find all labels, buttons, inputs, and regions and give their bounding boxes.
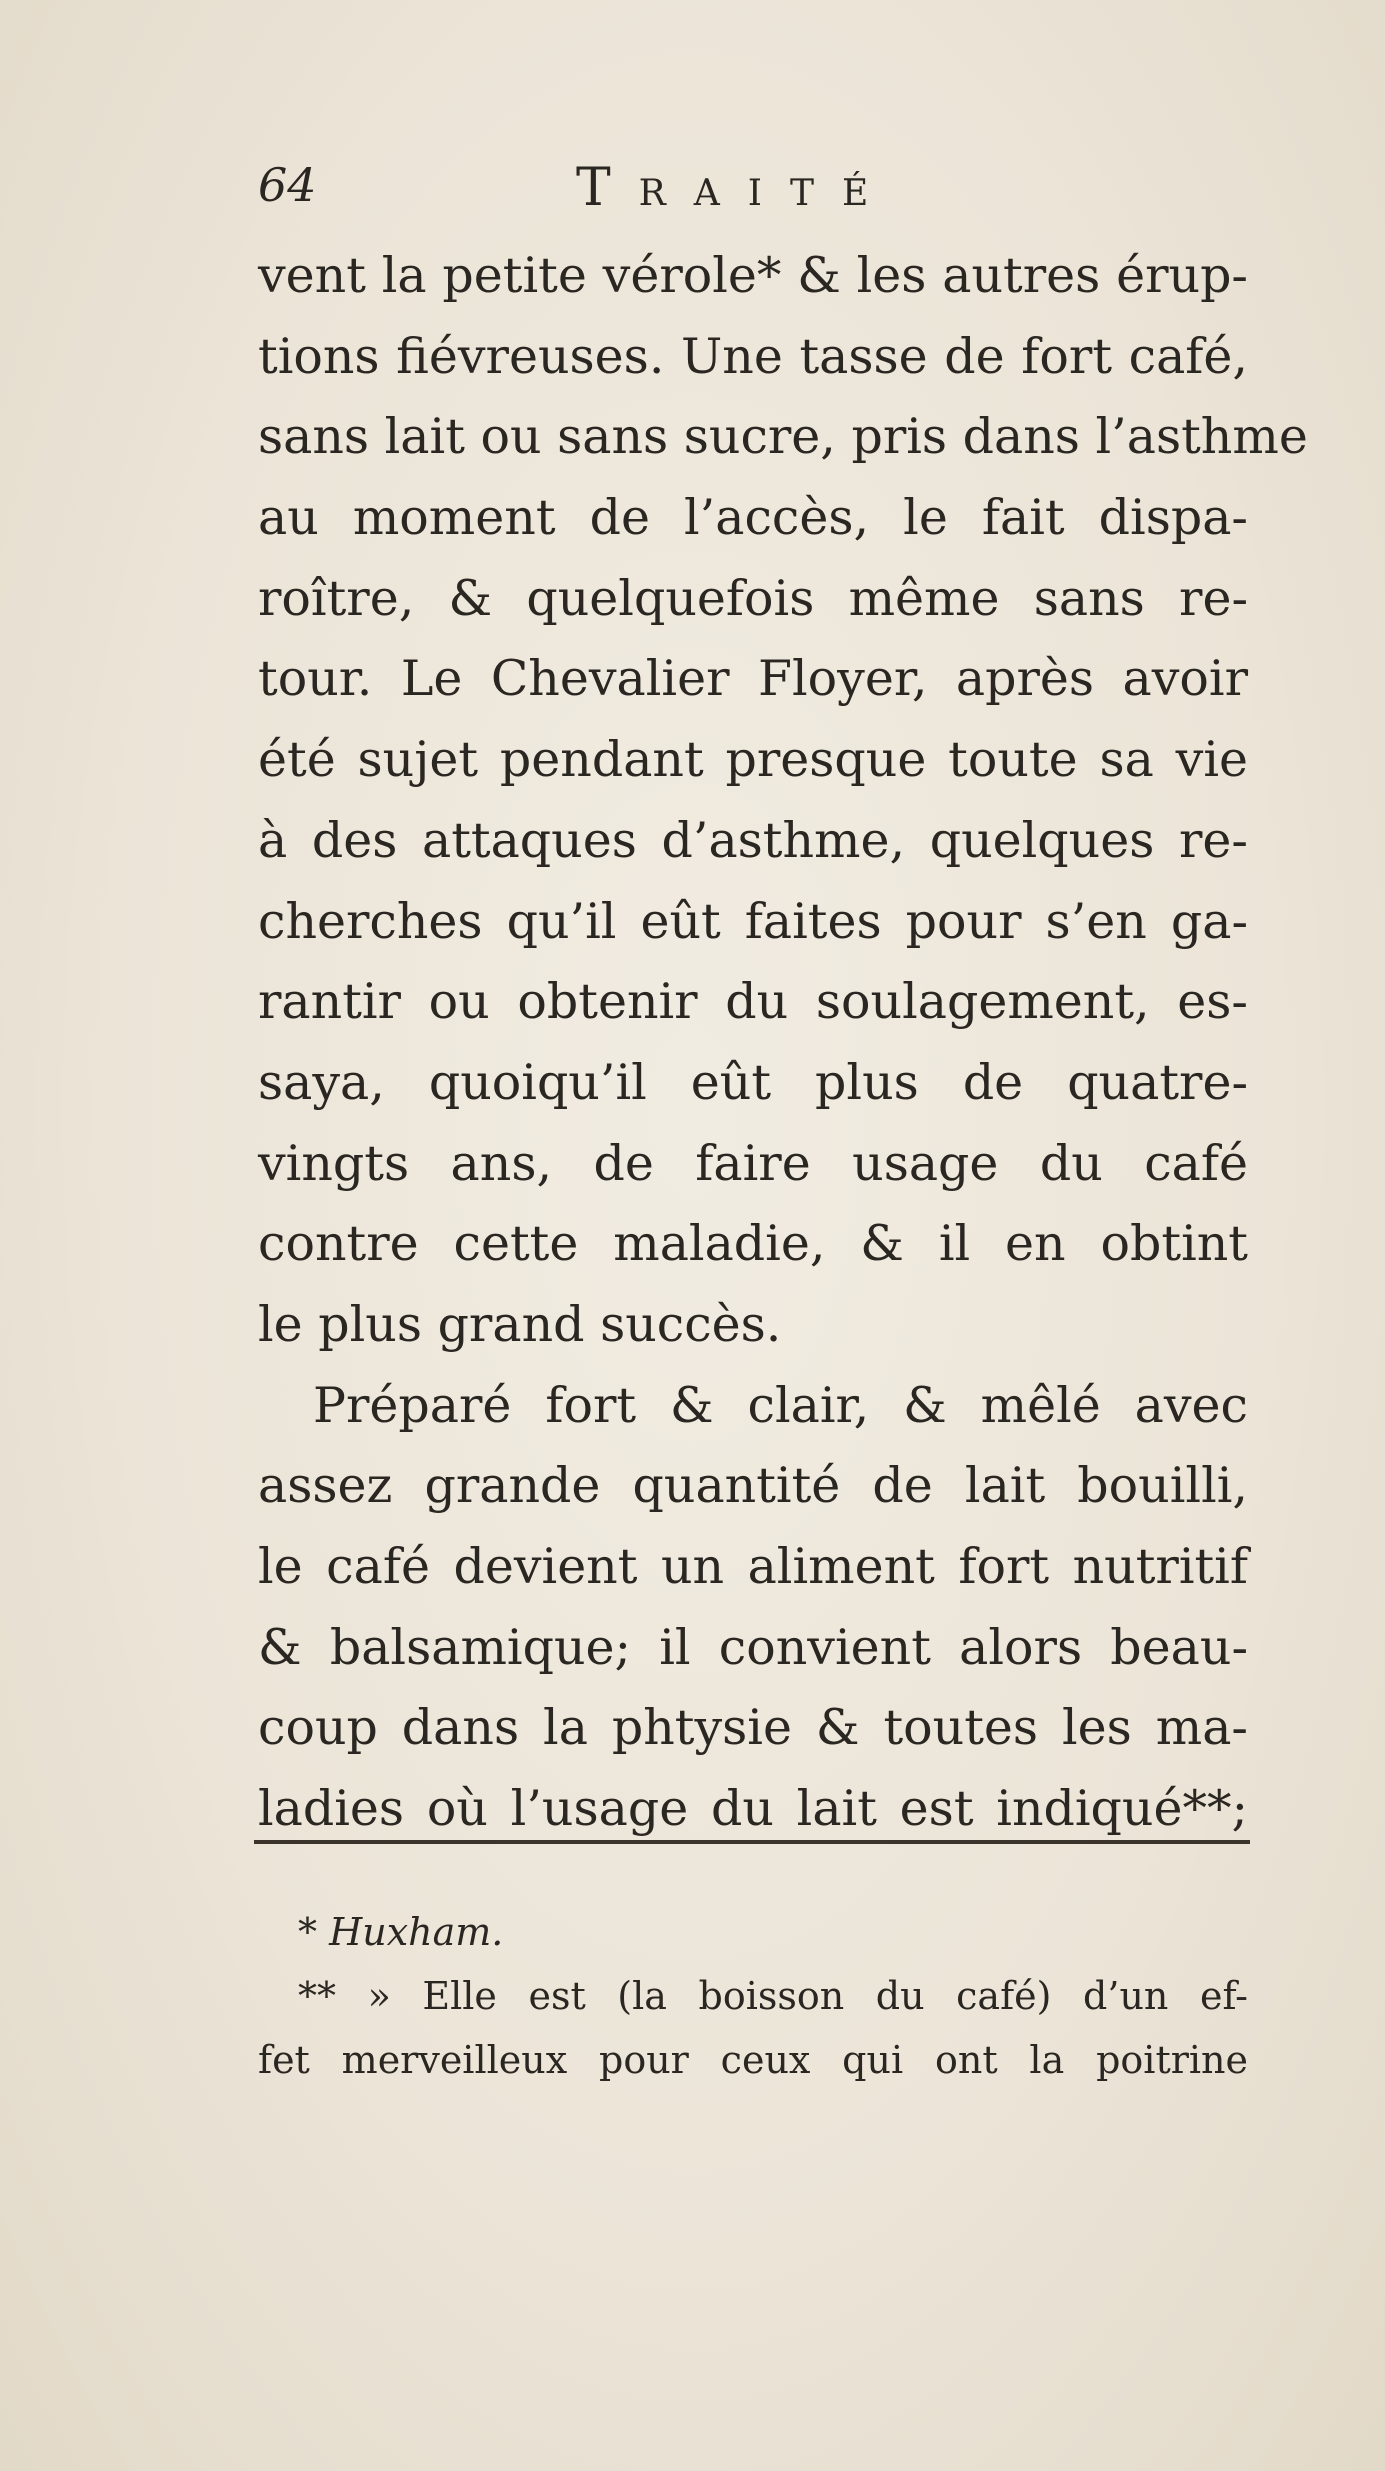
text-line: roître, & quelquefois même sans re-	[258, 569, 1248, 627]
footnote-1-marker: *	[298, 1910, 317, 1954]
text-line: Préparé fort & clair, & mêlé avec	[313, 1376, 1248, 1434]
text-line: tions fiévreuses. Une tasse de fort café,	[258, 327, 1248, 385]
text-line: assez grande quantité de lait bouilli,	[258, 1457, 1248, 1515]
text-line: cherches qu’il eût faites pour s’en ga-	[258, 892, 1248, 950]
text-line: saya, quoiqu’il eût plus de quatre-	[258, 1053, 1248, 1111]
running-title: Traité	[576, 158, 897, 218]
text-line: à des attaques d’asthme, quelques re-	[258, 811, 1248, 869]
text-line: tour. Le Chevalier Floyer, après avoir	[258, 650, 1248, 708]
text-line: vingts ans, de faire usage du café	[258, 1134, 1248, 1192]
text-line: vent la petite vérole* & les autres érup-	[258, 247, 1248, 304]
text-line: le plus grand succès.	[258, 1295, 782, 1353]
footnote-1	[258, 1900, 1248, 1964]
text-line: sans lait ou sans sucre, pris dans l’asthme	[258, 408, 1308, 466]
text-line: ladies où l’usage du lait est indiqué**;	[258, 1780, 1248, 1838]
running-head	[258, 150, 1158, 230]
footnotes	[258, 1900, 1248, 2092]
text-line: rantir ou obtenir du soulagement, es-	[258, 973, 1248, 1031]
page-number: 64	[258, 158, 317, 212]
footnote-2-line: ** » Elle est (la boisson du café) d’un ef-	[298, 1974, 1248, 2018]
text-line: été sujet pendant presque toute sa vie	[258, 731, 1248, 789]
footnote-1-text: Huxham.	[329, 1910, 504, 1954]
text-line: le café devient un aliment fort nutritif	[258, 1538, 1248, 1595]
text-line: & balsamique; il convient alors beau-	[258, 1618, 1248, 1676]
text-line: coup dans la phtysie & toutes les ma-	[258, 1699, 1248, 1757]
main-text	[258, 236, 1308, 1850]
text-line: contre cette maladie, & il en obtint	[258, 1215, 1248, 1273]
text-line: au moment de l’accès, le fait dispa-	[258, 489, 1248, 547]
footnote-2-line: fet merveilleux pour ceux qui ont la poitrine	[258, 2038, 1248, 2082]
footnote-divider	[254, 1840, 1250, 1844]
